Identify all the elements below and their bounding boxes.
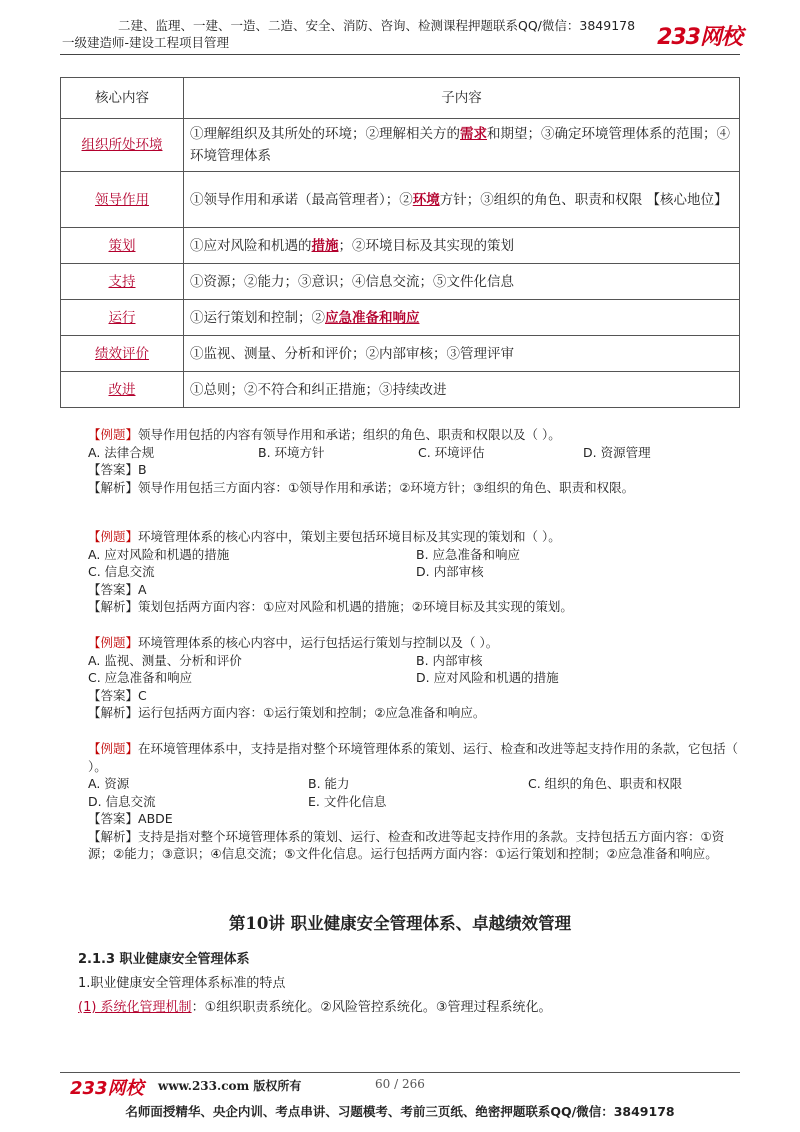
header-subtitle: 一级建造师-建设工程项目管理 [62,35,230,50]
col-header-sub: 子内容 [184,78,740,119]
example-analysis: 【解析】策划包括两方面内容：①应对风险和机遇的措施；②环境目标及其实现的策划。 [88,599,573,614]
row-content: ①监视、测量、分析和评价；②内部审核；③管理评审 [184,336,740,372]
example-question: 【例题】在环境管理体系中，支持是指对整个环境管理体系的策划、运行、检查和改进等起支持作用的条款，它包括（ ）。 [88,741,739,774]
example-options: A. 应对风险和机遇的措施 B. 应急准备和响应 C. 信息交流 D. 内部审核 [88,546,521,579]
point-item-label: (1) 系统化管理机制 [78,1000,192,1015]
brand-logo: 233网校 [657,25,742,50]
table-row [61,228,740,264]
example-question: 【例题】领导作用包括的内容有领导作用和承诺；组织的角色、职责和权限以及（ ）。 [88,427,561,442]
table-row [61,172,740,228]
header-divider [60,54,740,55]
example-options: A. 监视、测量、分析和评价 B. 内部审核 C. 应急准备和响应 D. 应对风险和机遇的措施 [88,652,559,685]
example-analysis: 【解析】支持是指对整个环境管理体系的策划、运行、检查和改进等起支持作用的条款。支持包括五方面内容：①资源；②能力；③意识；④信息交流；⑤文件化信息。运行包括两方面内容：①运行策划和控制；②应急准备和响应。 [88,828,725,861]
row-name: 支持 [61,264,184,300]
row-content: ①应对风险和机遇的措施；②环境目标及其实现的策划 [184,228,740,264]
table-row [61,336,740,372]
footer-logo: 233网校 [70,1078,144,1099]
point-heading: 1.职业健康安全管理体系标准的特点 [78,976,286,991]
footer-contact-line: 名师面授精华、央企内训、考点串讲、习题模考、考前三页纸、绝密押题联系QQ/微信：3849178 [125,1104,675,1119]
footer-site: www.233.com 版权所有 [158,1079,302,1093]
row-name: 绩效评价 [61,336,184,372]
row-name: 运行 [61,300,184,336]
example-options: A. 法律合规 B. 环境方针 C. 环境评估 D. 资源管理 [88,444,651,460]
row-name: 组织所处环境 [61,119,184,172]
row-content: ①理解组织及其所处的环境；②理解相关方的需求和期望；③确定环境管理体系的范围；④环境管理体系 [184,119,740,172]
col-header-core: 核心内容 [61,78,184,119]
section-heading: 2.1.3 职业健康安全管理体系 [78,952,250,967]
core-content-table [60,77,740,408]
example-analysis: 【解析】领导作用包括三方面内容：①领导作用和承诺；②环境方针；③组织的角色、职责和权限。 [88,479,635,495]
example-analysis: 【解析】运行包括两方面内容：①运行策划和控制；②应急准备和响应。 [88,705,486,720]
example-answer: 【答案】B [88,462,147,477]
point-item [78,996,552,1015]
example-2 [62,528,742,616]
example-answer: 【答案】A [88,581,147,597]
row-name: 策划 [61,228,184,264]
row-name: 领导作用 [61,172,184,228]
table-row [61,300,740,336]
point-item-text: ：①组织职责系统化。②风险管控系统化。③管理过程系统化。 [191,1000,552,1015]
example-options: A. 资源 B. 能力 C. 组织的角色、职责和权限 D. 信息交流 E. 文件化信息 [88,776,683,809]
table-row [61,119,740,172]
example-3 [62,634,742,722]
example-question: 【例题】环境管理体系的核心内容中，运行包括运行策划与控制以及（ ）。 [88,635,499,650]
example-1 [62,426,742,496]
table-header-row [61,78,740,119]
table-row [61,264,740,300]
example-answer: 【答案】ABDE [88,811,173,826]
row-content: ①总则；②不符合和纠正措施；③持续改进 [184,372,740,408]
header-contact-line: 二建、监理、一建、一造、二造、安全、消防、咨询、检测课程押题联系QQ/微信：3849178 [118,18,636,33]
example-answer: 【答案】C [88,687,147,703]
lecture-title: 第10讲 职业健康安全管理体系、卓越绩效管理 [228,914,572,933]
example-4 [62,740,742,863]
row-content: ①运行策划和控制；②应急准备和响应 [184,300,740,336]
page-number: 60 / 266 [375,1077,425,1091]
row-content: ①资源；②能力；③意识；④信息交流；⑤文件化信息 [184,264,740,300]
example-question: 【例题】环境管理体系的核心内容中，策划主要包括环境目标及其实现的策划和（ ）。 [88,529,561,544]
footer-divider [60,1072,740,1073]
table-row [61,372,740,408]
row-name: 改进 [61,372,184,408]
row-content: ①领导作用和承诺（最高管理者）；②环境方针；③组织的角色、职责和权限 【核心地位】 [184,172,740,228]
